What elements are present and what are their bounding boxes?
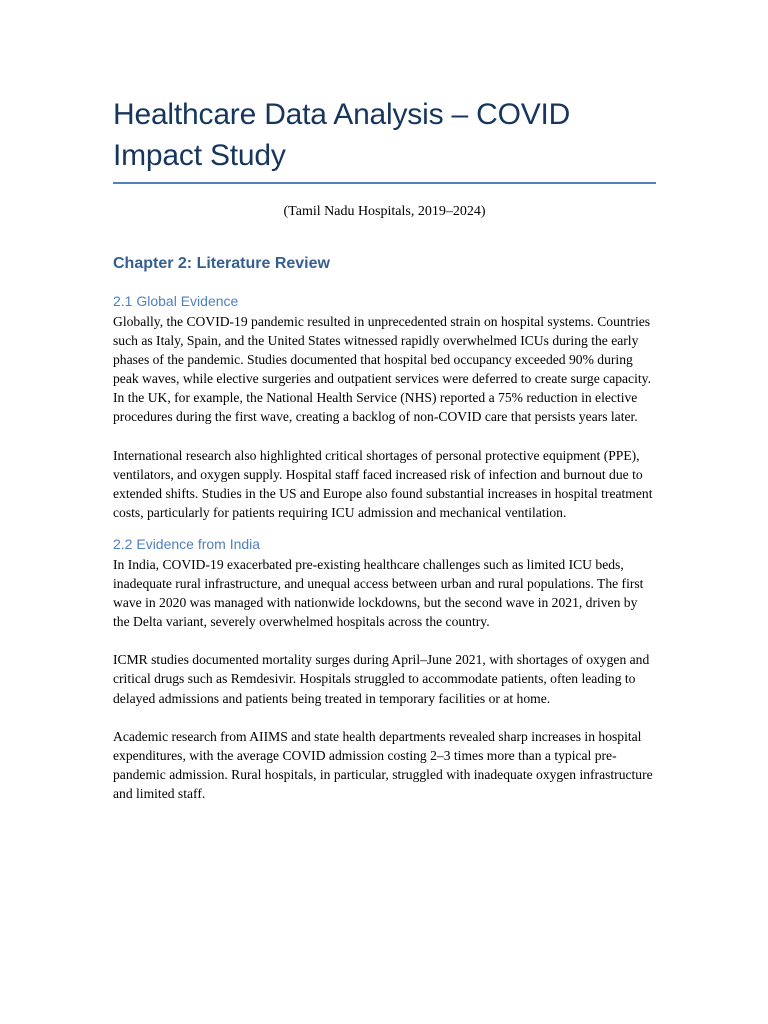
document-body (113, 94, 656, 803)
paragraph: In India, COVID-19 exacerbated pre-existing healthcare challenges such as limited ICU beds, inadequate rural infrastructure, and unequal access between urban and rural populations. The first wave in 2020 was managed with nationwide lockdowns, but the second wave in 2021, driven by the Delta variant, severely overwhelmed hospitals across the country. (113, 556, 644, 630)
paragraph: Academic research from AIIMS and state health departments revealed sharp increases in hospital expenditures, with the average COVID admission costing 2–3 times more than a typical pre-pandemic admission. Rural hospitals, in particular, struggled with inadequate oxygen infrastructure and limited staff. (113, 728, 653, 801)
paragraph: International research also highlighted critical shortages of personal protective equipment (PPE), ventilators, and oxygen supply. Hospital staff faced increased risk of infection and burnout due to extended shifts. Studies in the US and Europe also found substantial increases in hospital treatment costs, particularly for patients requiring ICU admission and mechanical ventilation. (113, 447, 653, 520)
paragraph: Globally, the COVID-19 pandemic resulted in unprecedented strain on hospital systems. Countries such as Italy, Spain, and the United States witnessed rapidly overwhelmed ICUs during the early phases of the pandemic. Studies documented that hospital bed occupancy exceeded 90% during peak waves, while elective surgeries and outpatient services were deferred to create surge capacity. In the UK, for example, the National Health Service (NHS) reported a 75% reduction in elective procedures during the first wave, creating a backlog of non-COVID care that persists years later. (113, 314, 651, 425)
section-heading-global-evidence: 2.1 Global Evidence (113, 293, 239, 309)
chapter-heading: Chapter 2: Literature Review (113, 255, 330, 272)
section-heading-evidence-from-india: 2.2 Evidence from India (113, 535, 261, 552)
document-subtitle: (Tamil Nadu Hospitals, 2019–2024) (283, 204, 486, 219)
paragraph: ICMR studies documented mortality surges during April–June 2021, with shortages of oxygen and critical drugs such as Remdesivir. Hospitals struggled to accommodate patients, often leading to delayed admissions and patients being treated in temporary facilities or at home. (113, 652, 650, 706)
document-title: Healthcare Data Analysis – COVID Impact Study (113, 94, 656, 184)
